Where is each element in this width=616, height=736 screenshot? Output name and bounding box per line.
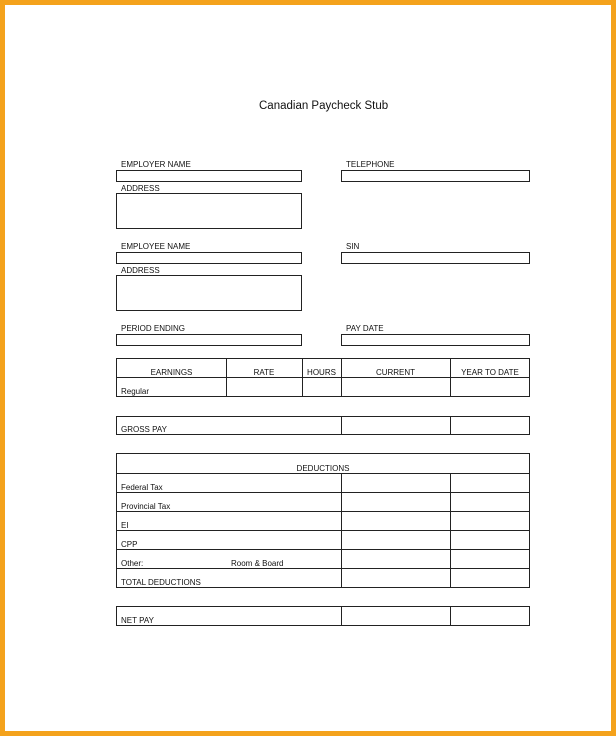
earnings-table	[116, 358, 530, 397]
sin-label: SIN	[346, 242, 360, 251]
employee-name-field[interactable]	[116, 252, 302, 264]
period-ending-field[interactable]	[116, 334, 302, 346]
employer-name-label: EMPLOYER NAME	[121, 160, 191, 169]
room-board-label: Room & Board	[231, 559, 284, 568]
document-title: Canadian Paycheck Stub	[259, 100, 389, 112]
employee-address-label: ADDRESS	[121, 266, 160, 275]
sin-field[interactable]	[341, 252, 530, 264]
employer-address-label: ADDRESS	[121, 184, 160, 193]
current-header: CURRENT	[375, 368, 416, 377]
total-deductions-label: TOTAL DEDUCTIONS	[121, 578, 201, 587]
regular-row-label: Regular	[121, 387, 150, 396]
employee-name-label: EMPLOYEE NAME	[121, 242, 191, 251]
hours-header: HOURS	[307, 368, 336, 377]
earnings-header: EARNINGS	[150, 368, 193, 377]
telephone-label: TELEPHONE	[346, 160, 395, 169]
deductions-table	[116, 453, 530, 588]
deductions-header: DEDUCTIONS	[296, 464, 350, 473]
gross-pay-label: GROSS PAY	[121, 425, 167, 434]
net-pay-label: NET PAY	[121, 616, 154, 625]
employee-address-field[interactable]	[116, 275, 302, 311]
cpp-label: CPP	[121, 540, 138, 549]
ei-label: EI	[121, 521, 129, 530]
other-label: Other:	[121, 559, 144, 568]
gross-pay-row	[116, 416, 530, 435]
provincial-tax-label: Provincial Tax	[121, 502, 171, 511]
employer-address-field[interactable]	[116, 193, 302, 229]
pay-date-field[interactable]	[341, 334, 530, 346]
year-to-date-header: YEAR TO DATE	[461, 368, 519, 377]
pay-date-label: PAY DATE	[346, 324, 384, 333]
period-ending-label: PERIOD ENDING	[121, 324, 186, 333]
net-pay-row	[116, 606, 530, 626]
employer-name-field[interactable]	[116, 170, 302, 182]
federal-tax-label: Federal Tax	[121, 483, 163, 492]
rate-header: RATE	[253, 368, 275, 377]
telephone-field[interactable]	[341, 170, 530, 182]
